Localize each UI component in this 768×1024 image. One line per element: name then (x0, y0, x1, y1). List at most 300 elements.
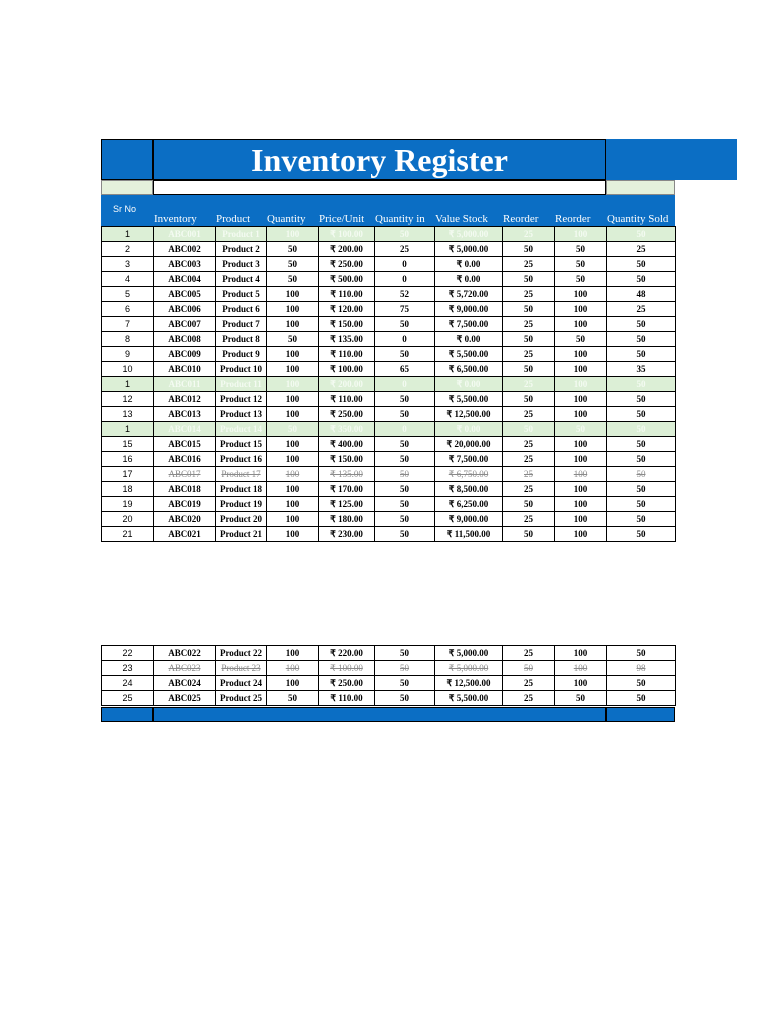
product-cell: Product 12 (216, 392, 267, 407)
table-row (102, 272, 676, 287)
product-cell: Product 9 (216, 347, 267, 362)
value-stock-cell: ₹ 5,500.00 (435, 392, 503, 407)
sr-no-cell: 1 (102, 377, 154, 392)
quantity-cell: 100 (267, 302, 319, 317)
table-row (102, 302, 676, 317)
reorder-qty-cell: 50 (555, 422, 607, 437)
sr-no-cell: 10 (102, 362, 154, 377)
quantity-cell: 50 (267, 332, 319, 347)
quantity-in-cell: 50 (375, 407, 435, 422)
product-cell: Product 11 (216, 377, 267, 392)
quantity-sold-cell: 50 (607, 437, 676, 452)
table-row (102, 437, 676, 452)
sr-no-cell: 2 (102, 242, 154, 257)
reorder-qty-cell: 100 (555, 362, 607, 377)
product-cell: Product 22 (216, 646, 267, 661)
quantity-cell: 50 (267, 422, 319, 437)
inventory-cell: ABC010 (154, 362, 216, 377)
quantity-cell: 50 (267, 272, 319, 287)
price-cell: ₹ 220.00 (319, 646, 375, 661)
reorder-cell: 25 (503, 257, 555, 272)
inventory-cell: ABC002 (154, 242, 216, 257)
sr-no-cell: 22 (102, 646, 154, 661)
quantity-in-cell: 50 (375, 317, 435, 332)
table-row (102, 242, 676, 257)
price-cell: ₹ 135.00 (319, 332, 375, 347)
inventory-cell: ABC016 (154, 452, 216, 467)
table-row (102, 482, 676, 497)
price-cell: ₹ 200.00 (319, 242, 375, 257)
sr-no-cell: 15 (102, 437, 154, 452)
quantity-cell: 100 (267, 317, 319, 332)
value-stock-cell: ₹ 12,500.00 (435, 676, 503, 691)
price-cell: ₹ 200.00 (319, 377, 375, 392)
reorder-cell: 25 (503, 227, 555, 242)
quantity-cell: 100 (267, 497, 319, 512)
table-row (102, 332, 676, 347)
inventory-table-2 (101, 645, 676, 706)
quantity-sold-cell: 50 (607, 527, 676, 542)
reorder-qty-cell: 100 (555, 392, 607, 407)
inventory-cell: ABC015 (154, 437, 216, 452)
quantity-in-cell: 52 (375, 287, 435, 302)
price-cell: ₹ 400.00 (319, 437, 375, 452)
product-cell: Product 15 (216, 437, 267, 452)
sr-no-cell: 24 (102, 676, 154, 691)
reorder-qty-cell: 100 (555, 437, 607, 452)
inventory-table-continued (101, 645, 676, 706)
value-stock-cell: ₹ 0.00 (435, 332, 503, 347)
reorder-cell: 25 (503, 407, 555, 422)
table-row (102, 527, 676, 542)
quantity-in-cell: 50 (375, 392, 435, 407)
value-stock-cell: ₹ 0.00 (435, 422, 503, 437)
price-cell: ₹ 150.00 (319, 452, 375, 467)
value-stock-cell: ₹ 0.00 (435, 272, 503, 287)
reorder-cell: 50 (503, 362, 555, 377)
header-reorder-2: Reorder (555, 213, 591, 225)
table-row (102, 377, 676, 392)
table-row (102, 512, 676, 527)
product-cell: Product 20 (216, 512, 267, 527)
sr-no-cell: 21 (102, 527, 154, 542)
product-cell: Product 18 (216, 482, 267, 497)
reorder-cell: 25 (503, 287, 555, 302)
sr-no-cell: 23 (102, 661, 154, 676)
quantity-cell: 50 (267, 257, 319, 272)
value-stock-cell: ₹ 5,000.00 (435, 661, 503, 676)
value-stock-cell: ₹ 5,000.00 (435, 242, 503, 257)
product-cell: Product 24 (216, 676, 267, 691)
sr-no-cell: 12 (102, 392, 154, 407)
reorder-qty-cell: 100 (555, 452, 607, 467)
reorder-qty-cell: 100 (555, 512, 607, 527)
price-cell: ₹ 135.00 (319, 467, 375, 482)
quantity-sold-cell: 50 (607, 377, 676, 392)
quantity-sold-cell: 50 (607, 422, 676, 437)
quantity-cell: 50 (267, 242, 319, 257)
value-stock-cell: ₹ 5,500.00 (435, 691, 503, 706)
price-cell: ₹ 500.00 (319, 272, 375, 287)
sr-no-cell: 18 (102, 482, 154, 497)
inventory-cell: ABC017 (154, 467, 216, 482)
quantity-in-cell: 50 (375, 527, 435, 542)
reorder-cell: 25 (503, 691, 555, 706)
reorder-qty-cell: 50 (555, 272, 607, 287)
price-cell: ₹ 110.00 (319, 392, 375, 407)
reorder-qty-cell: 100 (555, 377, 607, 392)
quantity-cell: 100 (267, 227, 319, 242)
inventory-table-main (101, 226, 676, 542)
quantity-in-cell: 50 (375, 676, 435, 691)
reorder-qty-cell: 100 (555, 347, 607, 362)
reorder-cell: 50 (503, 497, 555, 512)
quantity-in-cell: 65 (375, 362, 435, 377)
quantity-sold-cell: 50 (607, 482, 676, 497)
quantity-cell: 100 (267, 661, 319, 676)
price-cell: ₹ 180.00 (319, 512, 375, 527)
quantity-in-cell: 50 (375, 661, 435, 676)
title-bar (101, 139, 737, 180)
reorder-cell: 25 (503, 452, 555, 467)
reorder-cell: 50 (503, 422, 555, 437)
quantity-in-cell: 0 (375, 377, 435, 392)
quantity-sold-cell: 35 (607, 362, 676, 377)
quantity-in-cell: 0 (375, 332, 435, 347)
quantity-sold-cell: 50 (607, 347, 676, 362)
inventory-cell: ABC019 (154, 497, 216, 512)
quantity-sold-cell: 50 (607, 467, 676, 482)
footer-cell-right (606, 707, 675, 722)
reorder-qty-cell: 50 (555, 332, 607, 347)
value-stock-cell: ₹ 11,500.00 (435, 527, 503, 542)
table-row (102, 407, 676, 422)
value-stock-cell: ₹ 7,500.00 (435, 452, 503, 467)
price-cell: ₹ 120.00 (319, 302, 375, 317)
product-cell: Product 8 (216, 332, 267, 347)
quantity-cell: 50 (267, 691, 319, 706)
price-cell: ₹ 150.00 (319, 317, 375, 332)
quantity-cell: 100 (267, 362, 319, 377)
reorder-cell: 25 (503, 467, 555, 482)
inventory-cell: ABC006 (154, 302, 216, 317)
quantity-sold-cell: 50 (607, 676, 676, 691)
reorder-cell: 25 (503, 676, 555, 691)
price-cell: ₹ 110.00 (319, 287, 375, 302)
quantity-cell: 100 (267, 527, 319, 542)
price-cell: ₹ 170.00 (319, 482, 375, 497)
sr-no-cell: 17 (102, 467, 154, 482)
reorder-cell: 50 (503, 527, 555, 542)
inventory-cell: ABC001 (154, 227, 216, 242)
header-quantity: Quantity (267, 213, 306, 225)
product-cell: Product 7 (216, 317, 267, 332)
quantity-sold-cell: 98 (607, 661, 676, 676)
sr-no-cell: 1 (102, 227, 154, 242)
quantity-sold-cell: 50 (607, 272, 676, 287)
header-quantity-sold: Quantity Sold (607, 213, 669, 225)
quantity-in-cell: 50 (375, 691, 435, 706)
quantity-sold-cell: 50 (607, 332, 676, 347)
table-row (102, 347, 676, 362)
header-product: Product (216, 213, 251, 225)
table-row (102, 661, 676, 676)
inventory-cell: ABC022 (154, 646, 216, 661)
value-stock-cell: ₹ 6,500.00 (435, 362, 503, 377)
reorder-qty-cell: 100 (555, 527, 607, 542)
quantity-in-cell: 50 (375, 646, 435, 661)
table-row (102, 646, 676, 661)
reorder-qty-cell: 100 (555, 317, 607, 332)
value-stock-cell: ₹ 0.00 (435, 377, 503, 392)
quantity-sold-cell: 50 (607, 691, 676, 706)
reorder-qty-cell: 100 (555, 646, 607, 661)
price-cell: ₹ 250.00 (319, 676, 375, 691)
reorder-qty-cell: 50 (555, 691, 607, 706)
value-stock-cell: ₹ 8,500.00 (435, 482, 503, 497)
value-stock-cell: ₹ 12,500.00 (435, 407, 503, 422)
inventory-cell: ABC009 (154, 347, 216, 362)
sr-no-cell: 1 (102, 422, 154, 437)
reorder-qty-cell: 100 (555, 497, 607, 512)
sr-no-cell: 4 (102, 272, 154, 287)
inventory-cell: ABC003 (154, 257, 216, 272)
value-stock-cell: ₹ 5,500.00 (435, 347, 503, 362)
value-stock-cell: ₹ 9,000.00 (435, 302, 503, 317)
price-cell: ₹ 110.00 (319, 347, 375, 362)
quantity-in-cell: 0 (375, 272, 435, 287)
column-header-row (101, 195, 675, 226)
page-title: Inventory Register (153, 139, 606, 180)
quantity-in-cell: 0 (375, 257, 435, 272)
quantity-in-cell: 50 (375, 467, 435, 482)
reorder-qty-cell: 100 (555, 302, 607, 317)
reorder-qty-cell: 100 (555, 287, 607, 302)
quantity-sold-cell: 50 (607, 227, 676, 242)
inventory-cell: ABC008 (154, 332, 216, 347)
reorder-cell: 50 (503, 302, 555, 317)
spacer-cell-right (606, 180, 675, 195)
quantity-sold-cell: 48 (607, 287, 676, 302)
inventory-cell: ABC021 (154, 527, 216, 542)
reorder-cell: 25 (503, 482, 555, 497)
quantity-sold-cell: 25 (607, 302, 676, 317)
quantity-in-cell: 50 (375, 497, 435, 512)
price-cell: ₹ 230.00 (319, 527, 375, 542)
quantity-sold-cell: 50 (607, 257, 676, 272)
footer-bar (101, 707, 675, 722)
quantity-in-cell: 50 (375, 512, 435, 527)
quantity-sold-cell: 25 (607, 242, 676, 257)
title-bar-right-cell (606, 139, 737, 180)
header-sr-no: Sr No (113, 204, 137, 214)
footer-cell-left (101, 707, 153, 722)
value-stock-cell: ₹ 0.00 (435, 257, 503, 272)
quantity-in-cell: 0 (375, 422, 435, 437)
product-cell: Product 4 (216, 272, 267, 287)
reorder-qty-cell: 100 (555, 227, 607, 242)
table-row (102, 467, 676, 482)
price-cell: ₹ 110.00 (319, 691, 375, 706)
value-stock-cell: ₹ 6,750.00 (435, 467, 503, 482)
price-cell: ₹ 100.00 (319, 661, 375, 676)
title-bar-left-cell (101, 139, 153, 180)
quantity-sold-cell: 50 (607, 646, 676, 661)
price-cell: ₹ 250.00 (319, 407, 375, 422)
sr-no-cell: 13 (102, 407, 154, 422)
header-reorder-1: Reorder (503, 213, 539, 225)
sr-no-cell: 16 (102, 452, 154, 467)
inventory-cell: ABC005 (154, 287, 216, 302)
reorder-cell: 25 (503, 437, 555, 452)
quantity-sold-cell: 50 (607, 512, 676, 527)
quantity-sold-cell: 50 (607, 452, 676, 467)
value-stock-cell: ₹ 5,720.00 (435, 287, 503, 302)
sr-no-cell: 8 (102, 332, 154, 347)
spacer-cell-mid (153, 180, 606, 195)
inventory-cell: ABC020 (154, 512, 216, 527)
header-inventory: Inventory (154, 213, 197, 225)
spacer-cell-left (101, 180, 153, 195)
reorder-cell: 50 (503, 242, 555, 257)
reorder-cell: 25 (503, 317, 555, 332)
spacer-row (101, 180, 675, 195)
reorder-cell: 25 (503, 646, 555, 661)
table-row (102, 392, 676, 407)
product-cell: Product 2 (216, 242, 267, 257)
sr-no-cell: 3 (102, 257, 154, 272)
table-row (102, 422, 676, 437)
table-row (102, 362, 676, 377)
reorder-cell: 25 (503, 347, 555, 362)
inventory-table (101, 226, 676, 542)
header-price-unit: Price/Unit (319, 213, 365, 225)
product-cell: Product 25 (216, 691, 267, 706)
table-row (102, 497, 676, 512)
product-cell: Product 23 (216, 661, 267, 676)
table-row (102, 287, 676, 302)
product-cell: Product 6 (216, 302, 267, 317)
quantity-sold-cell: 50 (607, 407, 676, 422)
product-cell: Product 13 (216, 407, 267, 422)
table-row (102, 452, 676, 467)
inventory-cell: ABC012 (154, 392, 216, 407)
reorder-qty-cell: 100 (555, 407, 607, 422)
table-row (102, 317, 676, 332)
inventory-cell: ABC013 (154, 407, 216, 422)
quantity-sold-cell: 50 (607, 317, 676, 332)
price-cell: ₹ 100.00 (319, 227, 375, 242)
quantity-in-cell: 50 (375, 452, 435, 467)
reorder-qty-cell: 100 (555, 467, 607, 482)
sr-no-cell: 19 (102, 497, 154, 512)
quantity-in-cell: 50 (375, 482, 435, 497)
value-stock-cell: ₹ 6,250.00 (435, 497, 503, 512)
reorder-qty-cell: 100 (555, 661, 607, 676)
sr-no-cell: 7 (102, 317, 154, 332)
inventory-cell: ABC023 (154, 661, 216, 676)
inventory-cell: ABC011 (154, 377, 216, 392)
product-cell: Product 5 (216, 287, 267, 302)
reorder-cell: 25 (503, 512, 555, 527)
product-cell: Product 16 (216, 452, 267, 467)
price-cell: ₹ 350.00 (319, 422, 375, 437)
sr-no-cell: 20 (102, 512, 154, 527)
quantity-sold-cell: 50 (607, 392, 676, 407)
quantity-cell: 100 (267, 676, 319, 691)
sr-no-cell: 5 (102, 287, 154, 302)
inventory-cell: ABC004 (154, 272, 216, 287)
product-cell: Product 10 (216, 362, 267, 377)
quantity-in-cell: 50 (375, 347, 435, 362)
value-stock-cell: ₹ 5,000.00 (435, 227, 503, 242)
quantity-in-cell: 75 (375, 302, 435, 317)
value-stock-cell: ₹ 20,000.00 (435, 437, 503, 452)
quantity-sold-cell: 50 (607, 497, 676, 512)
quantity-in-cell: 25 (375, 242, 435, 257)
quantity-cell: 100 (267, 407, 319, 422)
product-cell: Product 3 (216, 257, 267, 272)
header-quantity-in: Quantity in (375, 213, 425, 225)
inventory-cell: ABC025 (154, 691, 216, 706)
value-stock-cell: ₹ 7,500.00 (435, 317, 503, 332)
reorder-qty-cell: 100 (555, 676, 607, 691)
table-row (102, 227, 676, 242)
inventory-cell: ABC018 (154, 482, 216, 497)
reorder-qty-cell: 100 (555, 482, 607, 497)
price-cell: ₹ 100.00 (319, 362, 375, 377)
quantity-in-cell: 50 (375, 227, 435, 242)
product-cell: Product 21 (216, 527, 267, 542)
reorder-cell: 50 (503, 661, 555, 676)
reorder-qty-cell: 50 (555, 242, 607, 257)
quantity-cell: 100 (267, 347, 319, 362)
value-stock-cell: ₹ 5,000.00 (435, 646, 503, 661)
product-cell: Product 14 (216, 422, 267, 437)
product-cell: Product 19 (216, 497, 267, 512)
table-row (102, 257, 676, 272)
reorder-cell: 50 (503, 332, 555, 347)
table-row (102, 676, 676, 691)
sr-no-cell: 6 (102, 302, 154, 317)
value-stock-cell: ₹ 9,000.00 (435, 512, 503, 527)
quantity-cell: 100 (267, 482, 319, 497)
table-row (102, 691, 676, 706)
reorder-cell: 25 (503, 377, 555, 392)
inventory-cell: ABC024 (154, 676, 216, 691)
sr-no-cell: 9 (102, 347, 154, 362)
quantity-in-cell: 50 (375, 437, 435, 452)
reorder-cell: 50 (503, 392, 555, 407)
inventory-cell: ABC014 (154, 422, 216, 437)
price-cell: ₹ 250.00 (319, 257, 375, 272)
product-cell: Product 17 (216, 467, 267, 482)
footer-cell-mid (153, 707, 606, 722)
header-value-stock: Value Stock (435, 213, 488, 225)
quantity-cell: 100 (267, 512, 319, 527)
quantity-cell: 100 (267, 377, 319, 392)
price-cell: ₹ 125.00 (319, 497, 375, 512)
quantity-cell: 100 (267, 467, 319, 482)
sr-no-cell: 25 (102, 691, 154, 706)
quantity-cell: 100 (267, 452, 319, 467)
quantity-cell: 100 (267, 437, 319, 452)
product-cell: Product 1 (216, 227, 267, 242)
quantity-cell: 100 (267, 646, 319, 661)
quantity-cell: 100 (267, 392, 319, 407)
reorder-qty-cell: 50 (555, 257, 607, 272)
reorder-cell: 50 (503, 272, 555, 287)
